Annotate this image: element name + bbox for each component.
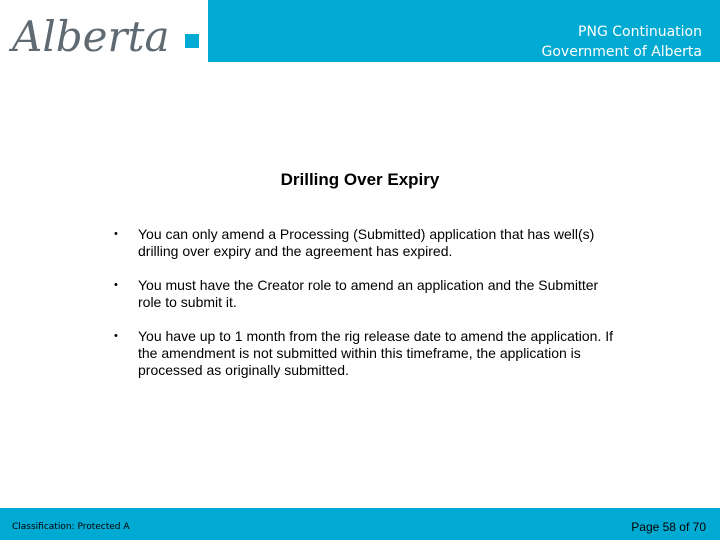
alberta-logo-mark [0, 0, 208, 62]
bullet-item [114, 328, 614, 379]
logo-square [185, 34, 199, 48]
bullet-item [114, 226, 614, 260]
header-text [542, 22, 703, 62]
header-bar [208, 0, 720, 62]
bullet-text: You must have the Creator role to amend an application and the Submitter role to submit it. [138, 277, 599, 310]
bullet-marker: • [114, 279, 118, 291]
alberta-wordmark: Alberta [12, 12, 170, 61]
bullet-list [114, 226, 614, 396]
slide-title: Drilling Over Expiry [280, 170, 440, 189]
bullet-marker: • [114, 228, 118, 240]
bullet-text: You can only amend a Processing (Submitted) application that has well(s) drilling over expiry and the agreement has expired. [138, 226, 595, 259]
header-subtitle: Government of Alberta [541, 44, 702, 60]
alberta-logo [0, 0, 208, 62]
bullet-item [114, 277, 614, 311]
bullet-text: You have up to 1 month from the rig release date to amend the application. If the amendment is not submitted within this timeframe, the application is processed as originally submitted. [138, 328, 614, 378]
header-title: PNG Continuation [578, 24, 702, 40]
bullet-marker: • [114, 330, 118, 342]
page-number: Page 58 of 70 [631, 520, 706, 534]
classification-label: Classification: Protected A [12, 522, 130, 532]
